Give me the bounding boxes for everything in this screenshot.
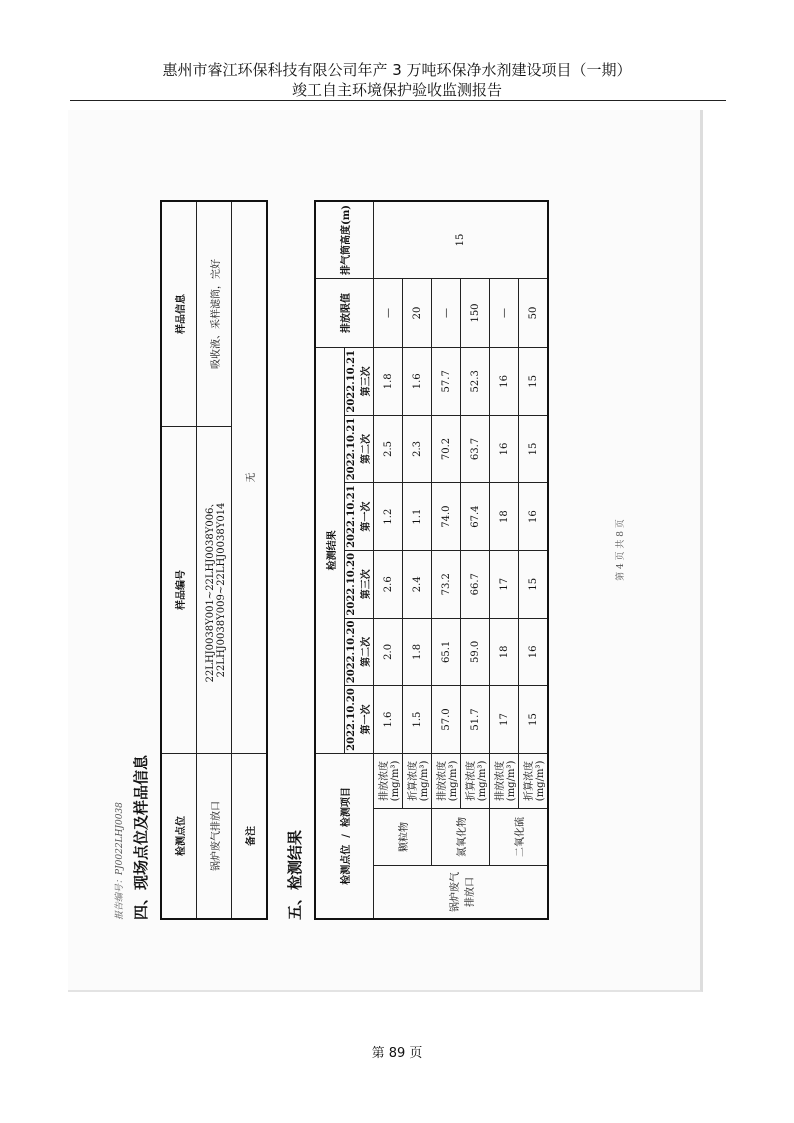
note-value: 无 [232, 201, 268, 754]
seq-label: 第二次 [361, 636, 372, 667]
result-point: 锅炉废气排放口 [374, 866, 549, 920]
item-name: 折算浓度(mg/m³) [403, 753, 432, 808]
value-cell: 1.2 [374, 483, 403, 551]
header-line-1: 惠州市睿江环保科技有限公司年产 3 万吨环保净水剂建设项目（一期） [162, 61, 632, 79]
value-cell: 15 [519, 686, 549, 754]
value-cell: 63.7 [461, 415, 490, 483]
value-cell: 15 [519, 348, 549, 416]
sample-info-table [160, 200, 268, 920]
value-cell: 59.0 [461, 618, 490, 686]
limit-cell: 150 [461, 279, 490, 348]
value-cell: 57.7 [432, 348, 461, 416]
value-cell: 1.6 [403, 348, 432, 416]
value-cell: 1.8 [403, 618, 432, 686]
result-header-limit: 排放限值 [315, 279, 374, 348]
result-table [314, 200, 549, 920]
date-header [345, 483, 374, 551]
item-name: 折算浓度(mg/m³) [519, 753, 549, 808]
date-header [345, 686, 374, 754]
header-rule [70, 100, 726, 101]
item-name: 排放浓度(mg/m³) [490, 753, 519, 808]
seq-label: 第二次 [361, 433, 372, 464]
value-cell: 18 [490, 483, 519, 551]
report-header [0, 60, 794, 100]
report-number: 报告编号：PJ0022LHJ0038 [115, 802, 125, 920]
value-cell: 2.6 [374, 550, 403, 618]
date-label: 2022.10.20 [346, 688, 357, 751]
value-cell: 1.8 [374, 348, 403, 416]
value-cell: 51.7 [461, 686, 490, 754]
sample-ids-line-2: 22LHJ0038Y009~22LHJ0038Y014 [216, 502, 227, 678]
date-label: 2022.10.21 [346, 350, 357, 413]
section-5-title: 五、检测结果 [286, 829, 304, 920]
pollutant-name: 氮氧化物 [432, 809, 490, 866]
value-cell: 1.1 [403, 483, 432, 551]
col-header-info: 样品信息 [161, 201, 197, 427]
date-label: 2022.10.20 [346, 552, 357, 616]
date-header [345, 550, 374, 618]
result-header-item: 检测项目 [341, 787, 352, 828]
value-cell: 16 [490, 348, 519, 416]
value-cell: 65.1 [432, 618, 461, 686]
value-cell: 16 [490, 415, 519, 483]
value-cell: 16 [519, 618, 549, 686]
value-cell: 15 [519, 415, 549, 483]
page-number: 第 89 页 [371, 1046, 423, 1061]
scanned-page [68, 110, 703, 992]
section-4-title: 四、现场点位及样品信息 [132, 754, 150, 920]
date-header [345, 348, 374, 416]
seq-label: 第三次 [361, 366, 372, 397]
sample-ids-line-1: 22LHJ0038Y001~22LHJ0038Y006、 [205, 497, 216, 683]
value-cell: 17 [490, 550, 519, 618]
value-cell: 67.4 [461, 483, 490, 551]
value-cell: 18 [490, 618, 519, 686]
limit-cell: — [490, 279, 519, 348]
value-cell: 15 [519, 550, 549, 618]
rotated-content [68, 110, 700, 990]
header-line-2: 竣工自主环境保护验收监测报告 [291, 81, 502, 99]
value-cell: 16 [519, 483, 549, 551]
limit-cell: — [432, 279, 461, 348]
result-header-point: 检测点位 [341, 844, 352, 885]
sample-info: 吸收液、采样滤筒，完好 [197, 201, 232, 427]
col-header-point: 检测点位 [161, 754, 197, 920]
note-label: 备注 [232, 754, 268, 920]
value-cell: 17 [490, 686, 519, 754]
value-cell: 2.4 [403, 550, 432, 618]
seq-label: 第三次 [361, 569, 372, 600]
value-cell: 73.2 [432, 550, 461, 618]
item-name: 折算浓度(mg/m³) [461, 753, 490, 808]
limit-cell: — [374, 279, 403, 348]
date-header [345, 618, 374, 686]
date-label: 2022.10.21 [346, 417, 357, 481]
date-label: 2022.10.20 [346, 620, 357, 684]
table-row [432, 201, 461, 919]
value-cell: 66.7 [461, 550, 490, 618]
limit-cell: 50 [519, 279, 549, 348]
col-header-ids: 样品编号 [161, 427, 197, 754]
value-cell: 2.0 [374, 618, 403, 686]
sample-ids [197, 427, 232, 754]
result-header-point-item: 检测点位 / 检测项目 [315, 753, 374, 919]
table-row [374, 201, 403, 919]
value-cell: 2.3 [403, 415, 432, 483]
value-cell: 52.3 [461, 348, 490, 416]
pollutant-name: 二氧化硫 [490, 809, 549, 866]
limit-cell: 20 [403, 279, 432, 348]
value-cell: 1.6 [374, 686, 403, 754]
date-header [345, 415, 374, 483]
stack-height: 15 [374, 201, 549, 279]
value-cell: 74.0 [432, 483, 461, 551]
value-cell: 57.0 [432, 686, 461, 754]
value-cell: 2.5 [374, 415, 403, 483]
value-cell: 70.2 [432, 415, 461, 483]
item-name: 排放浓度(mg/m³) [432, 753, 461, 808]
date-label: 2022.10.21 [346, 485, 357, 548]
seq-label: 第一次 [361, 704, 372, 735]
item-name: 排放浓度(mg/m³) [374, 753, 403, 808]
value-cell: 1.5 [403, 686, 432, 754]
result-header-results: 检测结果 [315, 348, 345, 754]
scan-page-number: 第 4 页 共 8 页 [616, 519, 626, 581]
pollutant-name: 颗粒物 [374, 809, 432, 866]
seq-label: 第一次 [361, 501, 372, 532]
sample-point: 锅炉废气排放口 [197, 754, 232, 920]
table-row [490, 201, 519, 919]
result-header-height: 排气筒高度(m) [315, 201, 374, 279]
